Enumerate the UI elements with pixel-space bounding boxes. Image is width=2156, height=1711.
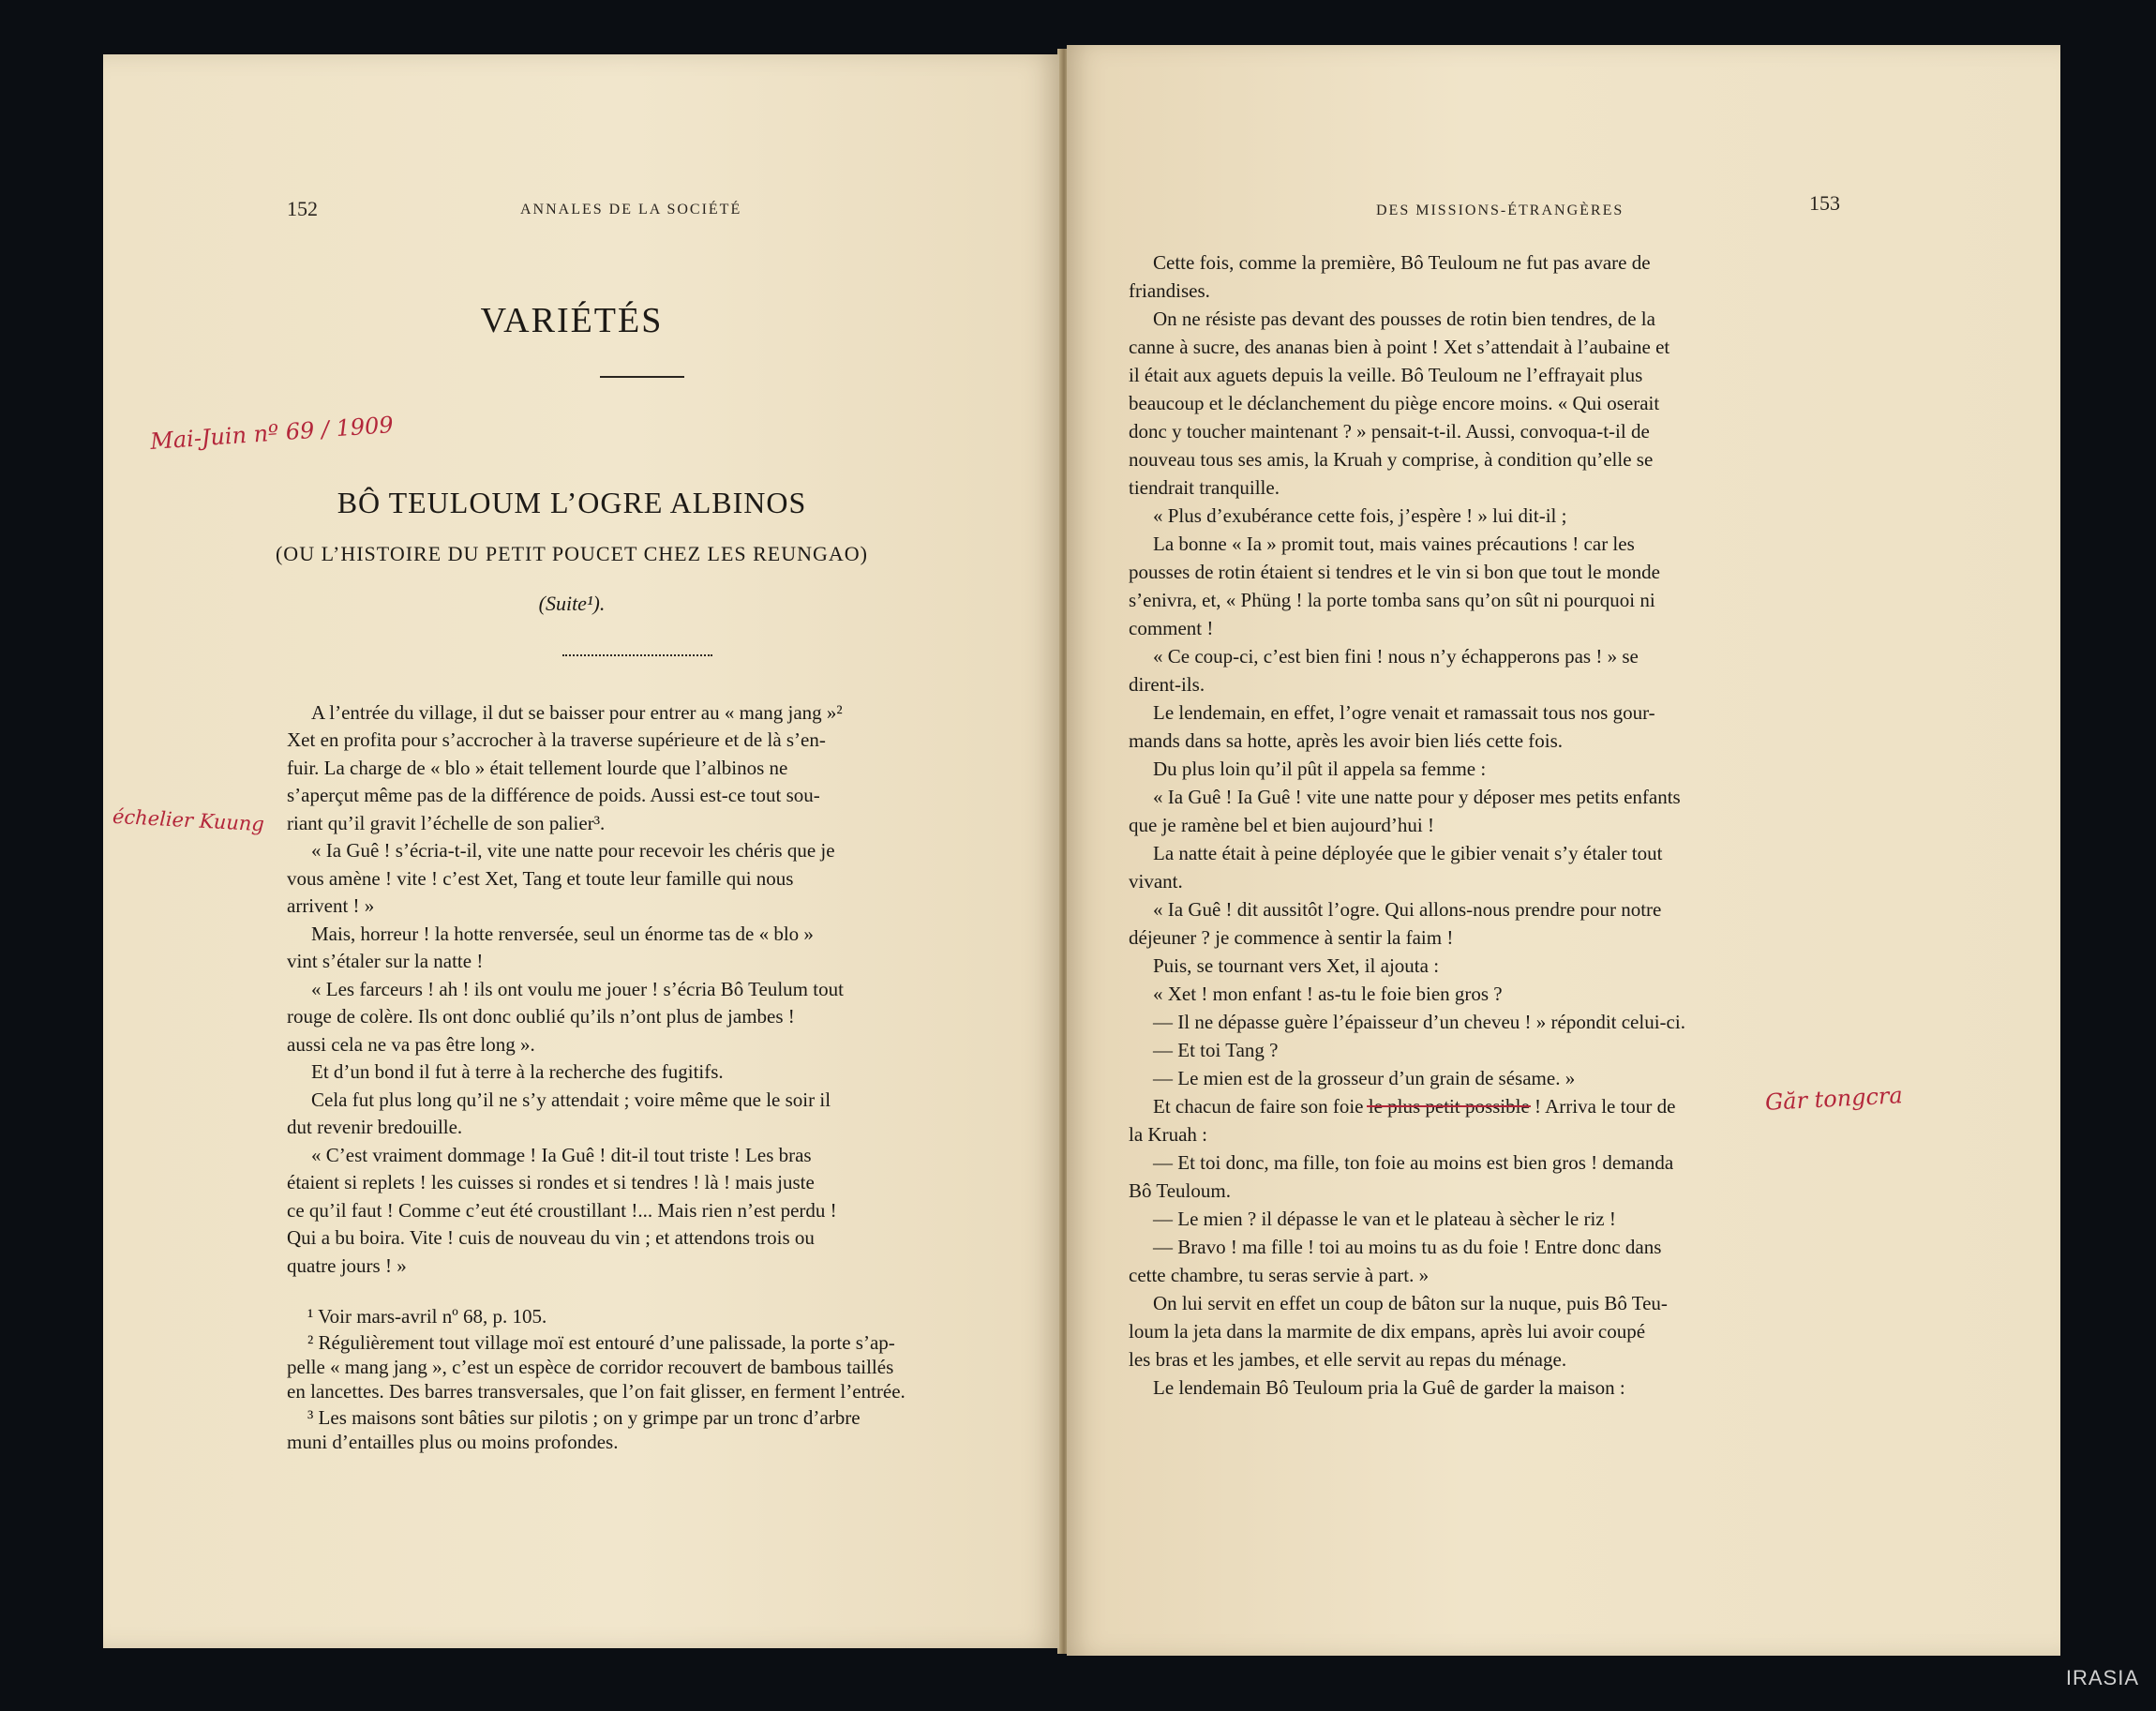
watermark: IRASIA [2065,1666,2139,1689]
text-line: Cette fois, comme la première, Bô Teuloum ne fut pas avare de [1153,251,1651,274]
text-line: Bô Teuloum. [1129,1179,1231,1202]
text-line: rouge de colère. Ils ont donc oublié qu’ils n’ont plus de jambes ! [287,1005,795,1028]
footnote-line: pelle « mang jang », c’est un espèce de corridor recouvert de bambous taillés [287,1356,894,1378]
text-line: Et chacun de faire son foie le plus petit possible ! Arriva le tour de [1153,1095,1676,1118]
text-line: quatre jours ! » [287,1254,407,1277]
text-line: riant qu’il gravit l’échelle de son palier³. [287,812,606,834]
red-underline-mark [1367,1105,1531,1107]
footnote-line: ¹ Voir mars-avril nº 68, p. 105. [307,1305,547,1328]
title-rule [600,376,684,378]
text-line: — Le mien ? il dépasse le van et le plateau à sècher le riz ! [1153,1208,1616,1230]
text-line: « Ia Guê ! dit aussitôt l’ogre. Qui allons-nous prendre pour notre [1153,898,1662,921]
text-line: « C’est vraiment dommage ! Ia Guê ! dit-il tout triste ! Les bras [311,1144,812,1166]
text-line: friandises. [1129,279,1210,302]
text-line: s’aperçut même pas de la différence de poids. Aussi est-ce tout sou- [287,784,820,806]
text-line: — Il ne dépasse guère l’épaisseur d’un cheveu ! » répondit celui-ci. [1153,1011,1685,1033]
text-line: — Le mien est de la grosseur d’un grain de sésame. » [1153,1067,1576,1089]
text-line: les bras et les jambes, et elle servit au repas du ménage. [1129,1348,1567,1371]
text-line: arrivent ! » [287,894,375,917]
page-number-right: 153 [1809,191,1840,215]
running-head-left: ANNALES DE LA SOCIÉTÉ [520,202,742,218]
text-line: fuir. La charge de « blo » était tellement lourde que l’albinos ne [287,757,788,779]
text-line: Du plus loin qu’il pût il appela sa femme : [1153,758,1487,780]
text-line: vous amène ! vite ! c’est Xet, Tang et toute leur famille qui nous [287,867,794,890]
footnote-line: en lancettes. Des barres transversales, que l’on fait glisser, en ferment l’entrée. [287,1380,906,1403]
text-line: mands dans sa hotte, après les avoir bien liés cette fois. [1129,729,1564,752]
text-line: Xet en profita pour s’accrocher à la traverse supérieure et de là s’en- [287,728,826,751]
section-title: VARIÉTÉS [480,301,664,340]
handwritten-note-date: Mai-Juin nº 69 / 1909 [149,411,395,456]
text-line: donc y toucher maintenant ? » pensait-t-il. Aussi, convoqua-t-il de [1129,420,1650,443]
text-line: nouveau tous ses amis, la Kruah y comprise, à condition qu’elle se [1129,448,1654,471]
text-line: La bonne « Ia » promit tout, mais vaines précautions ! car les [1153,533,1635,555]
text-line: « Ia Guê ! s’écria-t-il, vite une natte pour recevoir les chéris que je [311,839,835,862]
text-line: cette chambre, tu seras servie à part. » [1129,1264,1430,1286]
continuation-note: (Suite¹). [538,592,606,615]
text-line: « Ia Guê ! Ia Guê ! vite une natte pour y déposer mes petits enfants [1153,786,1681,808]
text-line: — Bravo ! ma fille ! toi au moins tu as du foie ! Entre donc dans [1153,1236,1662,1258]
text-line: « Xet ! mon enfant ! as-tu le foie bien gros ? [1153,983,1503,1005]
text-line: canne à sucre, des ananas bien à point ! Xet s’attendait à l’aubaine et [1129,336,1670,358]
text-line: La natte était à peine déployée que le gibier venait s’y étaler tout [1153,842,1663,864]
text-line: que je ramène bel et bien aujourd’hui ! [1129,814,1434,836]
text-line: pousses de rotin étaient si tendres et le vin si bon que tout le monde [1129,561,1660,583]
text-line: Et d’un bond il fut à terre à la recherche des fugitifs. [311,1060,724,1083]
text-line: « Plus d’exubérance cette fois, j’espère ! » lui dit-il ; [1153,504,1567,527]
text-line: s’enivra, et, « Phüng ! la porte tomba sans qu’on sût ni pourquoi ni [1129,589,1655,611]
text-line: A l’entrée du village, il dut se baisser pour entrer au « mang jang »² [311,701,843,724]
footnote-line: ³ Les maisons sont bâties sur pilotis ; on y grimpe par un tronc d’arbre [307,1406,861,1429]
subtitle-rule [562,654,712,656]
handwritten-note-right: Găr tongcra [1764,1082,1904,1116]
text-line: Le lendemain, en effet, l’ogre venait et ramassait tous nos gour- [1153,701,1655,724]
text-line: il était aux aguets depuis la veille. Bô Teuloum ne l’effrayait plus [1129,364,1643,386]
text-line: On ne résiste pas devant des pousses de rotin bien tendres, de la [1153,308,1655,330]
text-line: — Et toi Tang ? [1153,1039,1279,1061]
text-line: ce qu’il faut ! Comme c’eut été croustillant !... Mais rien n’est perdu ! [287,1199,837,1222]
story-title: BÔ TEULOUM L’OGRE ALBINOS [337,486,807,519]
page-number-left: 152 [287,197,318,220]
footnote-line: muni d’entailles plus ou moins profondes. [287,1431,619,1453]
text-line: dirent-ils. [1129,673,1205,696]
text-line: comment ! [1129,617,1214,639]
text-line: Mais, horreur ! la hotte renversée, seul un énorme tas de « blo » [311,923,814,945]
text-line: dut revenir bredouille. [287,1116,463,1138]
text-line: Qui a bu boira. Vite ! cuis de nouveau du vin ; et attendons trois ou [287,1226,815,1249]
text-line: étaient si replets ! les cuisses si rondes et si tendres ! là ! mais juste [287,1171,815,1193]
text-line: Le lendemain Bô Teuloum pria la Guê de garder la maison : [1153,1376,1625,1399]
right-page [1067,45,2060,1656]
footnote-line: ² Régulièrement tout village moï est entouré d’une palissade, la porte s’ap- [307,1331,895,1354]
running-head-right: DES MISSIONS-ÉTRANGÈRES [1376,203,1624,218]
text-line: Puis, se tournant vers Xet, il ajouta : [1153,954,1440,977]
text-line: — Et toi donc, ma fille, ton foie au moins est bien gros ! demanda [1153,1151,1674,1174]
text-line: On lui servit en effet un coup de bâton sur la nuque, puis Bô Teu- [1153,1292,1668,1314]
text-line: vint s’étaler sur la natte ! [287,950,484,972]
story-subtitle: (OU L’HISTOIRE DU PETIT POUCET CHEZ LES REUNGAO) [275,542,868,565]
left-page [103,54,1059,1648]
text-line: « Ce coup-ci, c’est bien fini ! nous n’y échapperons pas ! » se [1153,645,1639,668]
text-line: aussi cela ne va pas être long ». [287,1033,535,1056]
text-line: la Kruah : [1129,1123,1207,1146]
text-line: « Les farceurs ! ah ! ils ont voulu me jouer ! s’écria Bô Teulum tout [311,978,844,1000]
handwritten-note-margin: échelier Kuung [112,804,265,836]
text-line: beaucoup et le déclanchement du piège encore moins. « Qui oserait [1129,392,1660,414]
text-line: vivant. [1129,870,1183,893]
text-line: Cela fut plus long qu’il ne s’y attendait ; voire même que le soir il [311,1088,831,1111]
text-line: loum la jeta dans la marmite de dix empans, après lui avoir coupé [1129,1320,1646,1343]
text-line: tiendrait tranquille. [1129,476,1280,499]
text-line: déjeuner ? je commence à sentir la faim ! [1129,926,1454,949]
